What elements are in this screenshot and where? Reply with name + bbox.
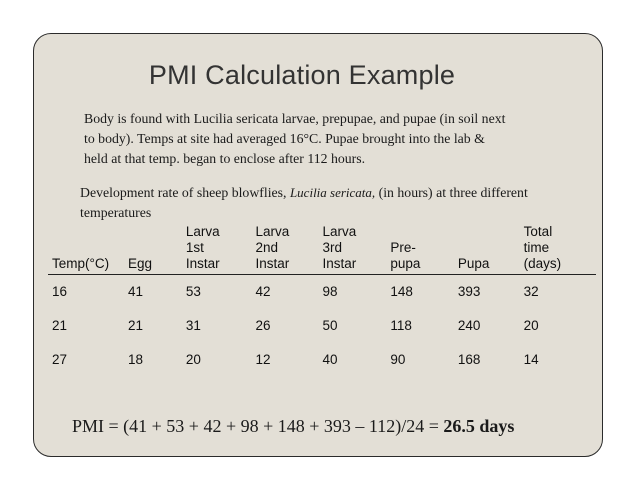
table-cell: 40 [322,351,338,367]
table-cell: 240 [457,317,481,333]
table-cell: 32 [523,284,539,299]
table-cell: 20 [185,351,201,367]
table-cell: 21 [127,317,143,333]
table-cell: 20 [523,317,539,333]
pmi-formula [72,416,514,437]
table-cell: 90 [390,351,406,367]
header-larva-2nd: Larva 2nd Instar [252,224,319,275]
slide-title: PMI Calculation Example [148,60,456,90]
table-row [48,309,596,343]
table-cell: 31 [185,317,201,333]
pmi-expression: PMI = (41 + 53 + 42 + 98 + 148 + 393 – 112)/24 = [72,416,444,436]
table-cell: 53 [185,284,201,299]
table-cell: 118 [390,317,412,333]
table-cell: 50 [322,317,338,333]
header-larva-1st: Larva 1st Instar [182,224,252,275]
header-pupa: Pupa [454,224,520,275]
header-prepupa: Pre- pupa [386,224,453,275]
table-cell: 14 [523,351,539,367]
table-cell: 393 [457,284,481,299]
species-name: Lucilia sericata, [289,185,376,200]
table-header-row [48,224,596,275]
caption-line-1 [80,183,570,203]
table-cell: 18 [127,351,143,367]
caption-prefix: Development rate of sheep blowflies, [80,185,290,200]
table-cell: 16 [52,284,68,299]
table-cell: 148 [390,284,413,299]
table-cell: 168 [457,351,481,367]
case-description [84,109,544,169]
table-cell: 21 [52,317,68,333]
caption-suffix: (in hours) at three different [375,185,528,200]
header-temp: Temp(°C) [48,224,124,275]
header-larva-3rd: Larva 3rd Instar [319,224,387,275]
table-row [48,275,596,309]
header-egg: Egg [124,224,182,275]
header-total-time: Total time (days) [520,224,596,275]
case-description-line: held at that temp. began to enclose after 112 hours. [84,151,366,166]
table-cell: 42 [255,284,271,299]
table-row [48,343,596,377]
case-description-line: to body). Temps at site had averaged 16°C. Pupae brought into the lab & [84,131,485,146]
table-cell: 98 [322,284,338,299]
table-cell: 27 [52,351,68,367]
table-cell: 26 [255,317,271,333]
table-cell: 12 [255,351,271,367]
table-cell: 41 [127,284,143,299]
caption-line-2: temperatures [80,205,152,220]
development-rate-table [48,224,596,377]
pmi-result: 26.5 days [443,416,515,436]
case-description-line: Body is found with Lucilia sericata larvae, prepupae, and pupae (in soil next [84,111,506,126]
development-rate-caption [80,183,570,223]
